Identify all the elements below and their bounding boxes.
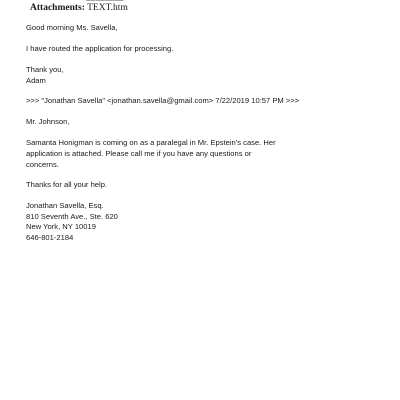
reply-signature: Adam: [26, 76, 46, 85]
signature-address-city: New York, NY 10019: [26, 222, 96, 231]
forwarded-thanks: Thanks for all your help.: [26, 180, 108, 189]
signature-name: Jonathan Savella, Esq.: [26, 201, 104, 210]
reply-closing: Thank you,: [26, 65, 64, 74]
forwarded-paragraph-line: Samanta Honigman is coming on as a paralegal in Mr. Epstein's case. Her: [26, 138, 276, 147]
attachments-label: Attachments:: [30, 3, 85, 13]
signature-address-street: 810 Seventh Ave., Ste. 620: [26, 211, 118, 221]
forwarded-paragraph-line: concerns.: [26, 160, 59, 169]
forwarded-paragraph-line: application is attached. Please call me if you have any questions or: [26, 149, 252, 158]
forwarded-message-header: >>> "Jonathan Savella" <jonathan.savella@gmail.com> 7/22/2019 10:57 PM >>>: [26, 96, 300, 105]
attachment-file-link[interactable]: TEXT.htm: [87, 3, 128, 13]
forwarded-greeting: Mr. Johnson,: [26, 117, 70, 126]
reply-greeting: Good morning Ms. Savella,: [26, 23, 118, 32]
attachments-line: [30, 1, 128, 15]
signature-phone: 646-801-2184: [26, 232, 74, 242]
reply-body: I have routed the application for processing.: [26, 44, 174, 53]
